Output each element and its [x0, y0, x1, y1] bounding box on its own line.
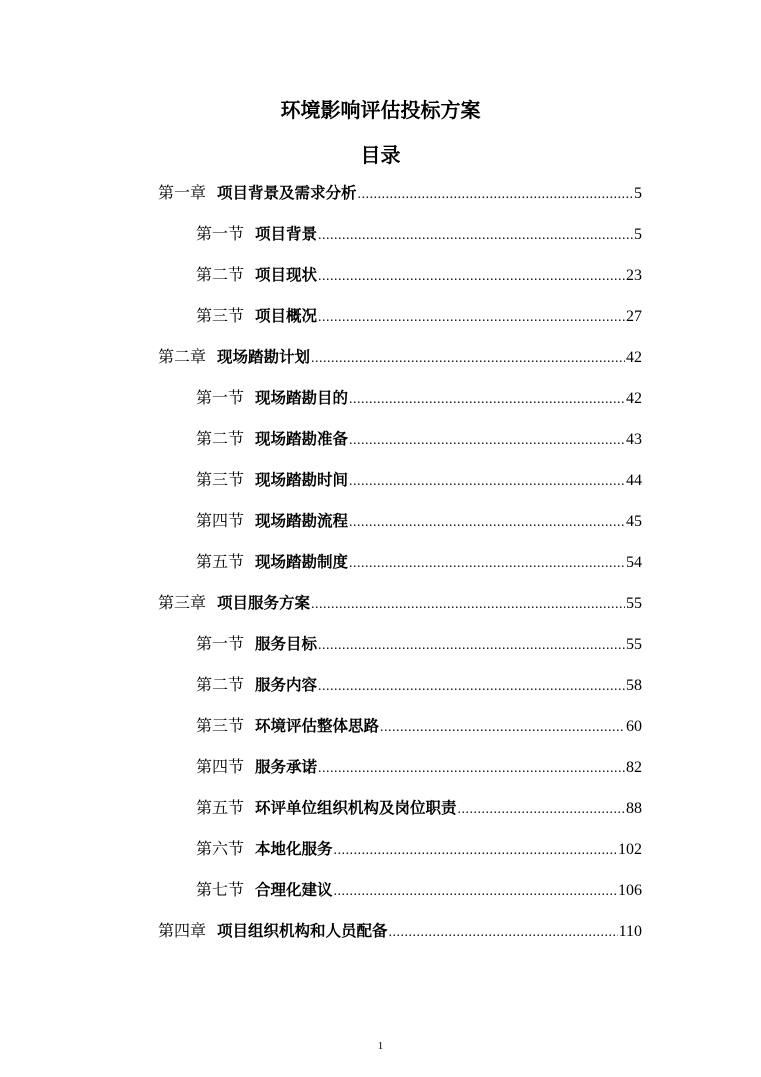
toc-entry-page: 88 — [626, 800, 642, 817]
toc-entry-page: 82 — [626, 759, 642, 776]
toc-entry-section[interactable] — [196, 219, 642, 249]
toc-leader-dots — [318, 672, 625, 702]
toc-entry-title: 现场踏勘目的 — [255, 389, 349, 407]
toc-leader-dots — [318, 754, 625, 784]
document-title: 环境影响评估投标方案 — [280, 98, 481, 122]
toc-leader-dots — [318, 221, 633, 251]
toc-entry-section[interactable] — [196, 383, 642, 413]
toc-entry-section[interactable] — [196, 465, 642, 495]
toc-entry-page: 5 — [634, 226, 642, 243]
toc-entry-number: 第三节 — [196, 306, 245, 325]
toc-entry-title: 项目组织机构和人员配备 — [217, 922, 388, 940]
toc-entry-title: 项目现状 — [255, 266, 318, 284]
toc-leader-dots — [334, 877, 617, 907]
toc-entry-section[interactable] — [196, 506, 642, 536]
toc-entry-page: 42 — [626, 390, 642, 407]
toc-entry-title: 项目服务方案 — [217, 594, 311, 612]
toc-entry-chapter-2[interactable] — [158, 342, 642, 372]
toc-entry-number: 第一章 — [158, 183, 207, 202]
toc-entry-page: 44 — [626, 472, 642, 489]
toc-entry-title: 现场踏勘时间 — [255, 471, 349, 489]
toc-entry-title: 项目概况 — [255, 307, 318, 325]
toc-entry-page: 54 — [626, 554, 642, 571]
toc-heading: 目录 — [360, 143, 401, 167]
toc-entry-chapter-1[interactable] — [158, 178, 642, 208]
toc-entry-title: 服务承诺 — [255, 758, 318, 776]
toc-entry-page: 110 — [618, 923, 642, 940]
toc-entry-section[interactable] — [196, 260, 642, 290]
toc-leader-dots — [389, 918, 618, 948]
toc-entry-page: 106 — [618, 882, 642, 899]
toc-entry-title: 现场踏勘计划 — [217, 348, 311, 366]
toc-entry-section[interactable] — [196, 875, 642, 905]
toc-entry-number: 第四节 — [196, 511, 245, 530]
toc-entry-section[interactable] — [196, 752, 642, 782]
toc-entry-number: 第三章 — [158, 593, 207, 612]
toc-entry-number: 第七节 — [196, 880, 245, 899]
toc-entry-page: 23 — [626, 267, 642, 284]
toc-entry-page: 42 — [626, 349, 642, 366]
toc-leader-dots — [318, 262, 625, 292]
toc-leader-dots — [380, 713, 625, 743]
toc-leader-dots — [349, 549, 625, 579]
toc-entry-title: 环评单位组织机构及岗位职责 — [255, 799, 457, 817]
toc-entry-section[interactable] — [196, 670, 642, 700]
toc-leader-dots — [349, 508, 625, 538]
toc-entry-title: 合理化建议 — [255, 881, 333, 899]
toc-entry-page: 43 — [626, 431, 642, 448]
toc-entry-title: 现场踏勘准备 — [255, 430, 349, 448]
toc-entry-page: 55 — [626, 636, 642, 653]
toc-entry-number: 第二节 — [196, 675, 245, 694]
toc-entry-page: 58 — [626, 677, 642, 694]
toc-leader-dots — [458, 795, 625, 825]
toc-entry-title: 现场踏勘制度 — [255, 553, 349, 571]
toc-entry-number: 第二节 — [196, 265, 245, 284]
toc-entry-number: 第三节 — [196, 470, 245, 489]
toc-leader-dots — [349, 426, 625, 456]
toc-entry-section[interactable] — [196, 301, 642, 331]
toc-entry-page: 27 — [626, 308, 642, 325]
toc-entry-number: 第六节 — [196, 839, 245, 858]
toc-entry-page: 55 — [626, 595, 642, 612]
toc-entry-number: 第一节 — [196, 634, 245, 653]
toc-leader-dots — [318, 303, 625, 333]
toc-leader-dots — [318, 631, 625, 661]
toc-entry-title: 服务内容 — [255, 676, 318, 694]
toc-entry-section[interactable] — [196, 793, 642, 823]
toc-entry-number: 第四章 — [158, 921, 207, 940]
toc-entry-chapter-4[interactable] — [158, 916, 642, 946]
toc-entry-number: 第五节 — [196, 798, 245, 817]
toc-entry-title: 现场踏勘流程 — [255, 512, 349, 530]
toc-entry-section[interactable] — [196, 834, 642, 864]
toc-entry-section[interactable] — [196, 547, 642, 577]
page-number: 1 — [377, 1040, 384, 1052]
toc-entry-page: 45 — [626, 513, 642, 530]
toc-entry-number: 第一节 — [196, 388, 245, 407]
toc-entry-page: 5 — [634, 185, 642, 202]
toc-entry-page: 102 — [618, 841, 642, 858]
toc-entry-section[interactable] — [196, 424, 642, 454]
toc-leader-dots — [349, 385, 625, 415]
toc-entry-page: 60 — [626, 718, 642, 735]
toc-leader-dots — [334, 836, 617, 866]
toc-entry-number: 第三节 — [196, 716, 245, 735]
toc-leader-dots — [311, 590, 625, 620]
toc-entry-title: 项目背景 — [255, 225, 318, 243]
toc-leader-dots — [358, 180, 633, 210]
toc-entry-title: 项目背景及需求分析 — [217, 184, 357, 202]
toc-leader-dots — [311, 344, 625, 374]
toc-entry-number: 第二章 — [158, 347, 207, 366]
toc-entry-title: 服务目标 — [255, 635, 318, 653]
toc-entry-section[interactable] — [196, 711, 642, 741]
toc-entry-title: 环境评估整体思路 — [255, 717, 380, 735]
toc-entry-number: 第二节 — [196, 429, 245, 448]
toc-entry-section[interactable] — [196, 629, 642, 659]
toc-leader-dots — [349, 467, 625, 497]
toc-entry-number: 第五节 — [196, 552, 245, 571]
toc-entry-chapter-3[interactable] — [158, 588, 642, 618]
toc-entry-title: 本地化服务 — [255, 840, 333, 858]
toc-entry-number: 第一节 — [196, 224, 245, 243]
toc-entry-number: 第四节 — [196, 757, 245, 776]
